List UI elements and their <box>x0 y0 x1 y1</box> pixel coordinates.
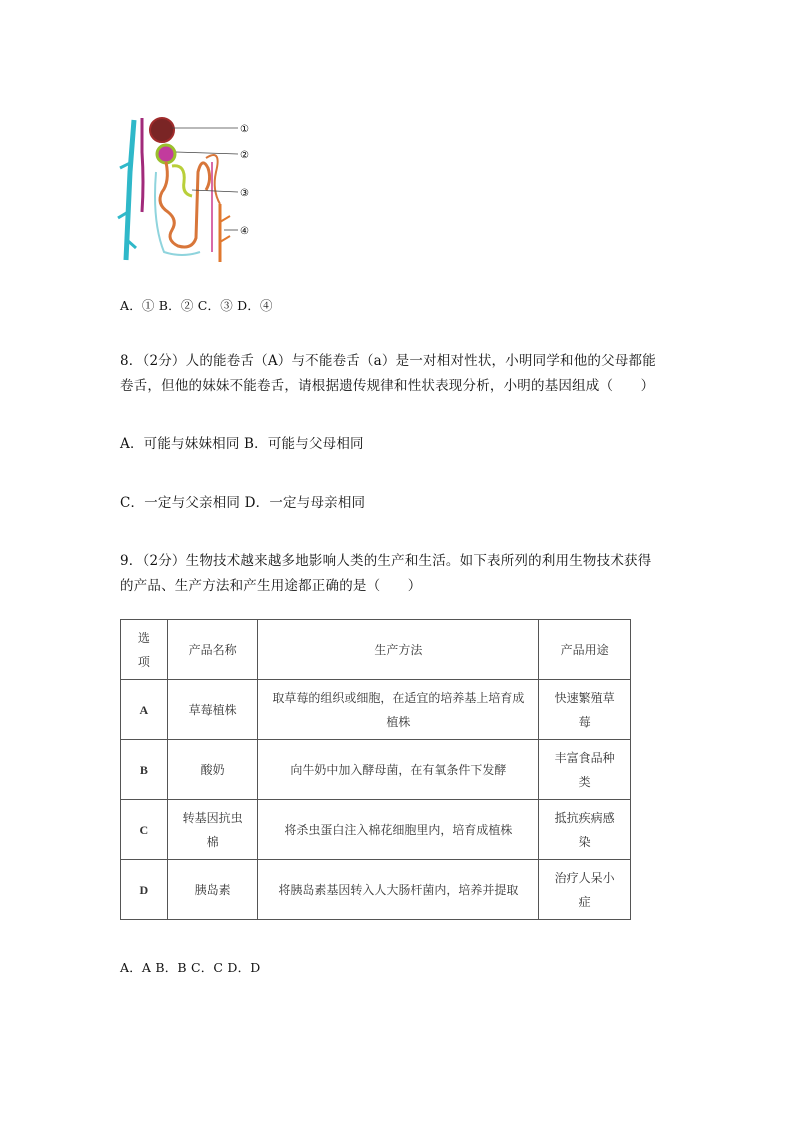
row-use-l1: 丰富食品种 <box>554 750 615 765</box>
row-method-l2: 植株 <box>386 714 411 729</box>
q8-options-line1: A．可能与妹妹相同 B．可能与父母相同 <box>120 436 364 452</box>
row-use-l1: 抵抗疾病感 <box>554 810 615 825</box>
row-option: D <box>121 860 168 920</box>
row-product-l2: 棉 <box>206 834 219 849</box>
q9-stem-line1: 9．（2分）生物技术越来越多地影响人类的生产和生活。如下表所列的利用生物技术获得 <box>120 553 652 569</box>
table-row <box>121 740 631 800</box>
row-product: 胰岛素 <box>167 860 258 920</box>
table-row <box>121 680 631 740</box>
row-option: B <box>121 740 168 800</box>
row-option: A <box>121 680 168 740</box>
q9-stem <box>120 549 680 599</box>
row-method <box>258 680 539 740</box>
row-use <box>539 800 631 860</box>
row-use-l1: 快速繁殖草 <box>554 690 615 705</box>
header-option <box>121 620 168 680</box>
row-use-l1: 治疗人呆小 <box>554 870 615 885</box>
header-method: 生产方法 <box>258 620 539 680</box>
nephron-diagram <box>112 112 272 262</box>
row-use-l2: 类 <box>578 774 591 789</box>
row-use <box>539 740 631 800</box>
row-product: 草莓植株 <box>167 680 258 740</box>
product-table <box>120 619 631 920</box>
table-row <box>121 800 631 860</box>
q8-stem-line2: 卷舌，但他的妹妹不能卷舌，请根据遗传规律和性状表现分析，小明的基因组成（ ） <box>120 378 655 394</box>
figure-label-1: ① <box>240 124 249 135</box>
q8-stem <box>120 349 680 399</box>
row-product: 酸奶 <box>167 740 258 800</box>
table-header-row <box>121 620 631 680</box>
q9-options: A．A B．B C．C D．D <box>120 960 261 975</box>
header-option-l2: 项 <box>137 654 150 669</box>
row-use-l2: 莓 <box>578 714 591 729</box>
row-use <box>539 860 631 920</box>
row-method: 将杀虫蛋白注入棉花细胞里内，培育成植株 <box>258 800 539 860</box>
row-use-l2: 染 <box>578 834 591 849</box>
q9-stem-line2: 的产品、生产方法和产生用途都正确的是（ ） <box>120 578 422 594</box>
row-use-l2: 症 <box>578 894 591 909</box>
header-use: 产品用途 <box>539 620 631 680</box>
row-method-l1: 取草莓的组织或细胞，在适宜的培养基上培育成 <box>272 690 525 705</box>
row-product-l1: 转基因抗虫 <box>182 810 243 825</box>
row-product <box>167 800 258 860</box>
row-method: 将胰岛素基因转入人大肠杆菌内，培养并提取 <box>258 860 539 920</box>
table-row <box>121 860 631 920</box>
figure-label-3: ③ <box>240 188 249 199</box>
row-option: C <box>121 800 168 860</box>
q8-stem-line1: 8．（2分）人的能卷舌（A）与不能卷舌（a）是一对相对性状，小明同学和他的父母都能 <box>120 353 656 369</box>
header-product: 产品名称 <box>167 620 258 680</box>
header-option-l1: 选 <box>137 630 150 645</box>
row-method: 向牛奶中加入酵母菌，在有氧条件下发酵 <box>258 740 539 800</box>
figure-label-4: ④ <box>240 226 249 237</box>
nephron-illustration <box>112 112 272 262</box>
q8-options-line2: C．一定与父亲相同 D．一定与母亲相同 <box>120 495 366 511</box>
figure-label-2: ② <box>240 150 249 161</box>
row-use <box>539 680 631 740</box>
q7-options: A．① B．② C．③ D．④ <box>120 298 273 313</box>
